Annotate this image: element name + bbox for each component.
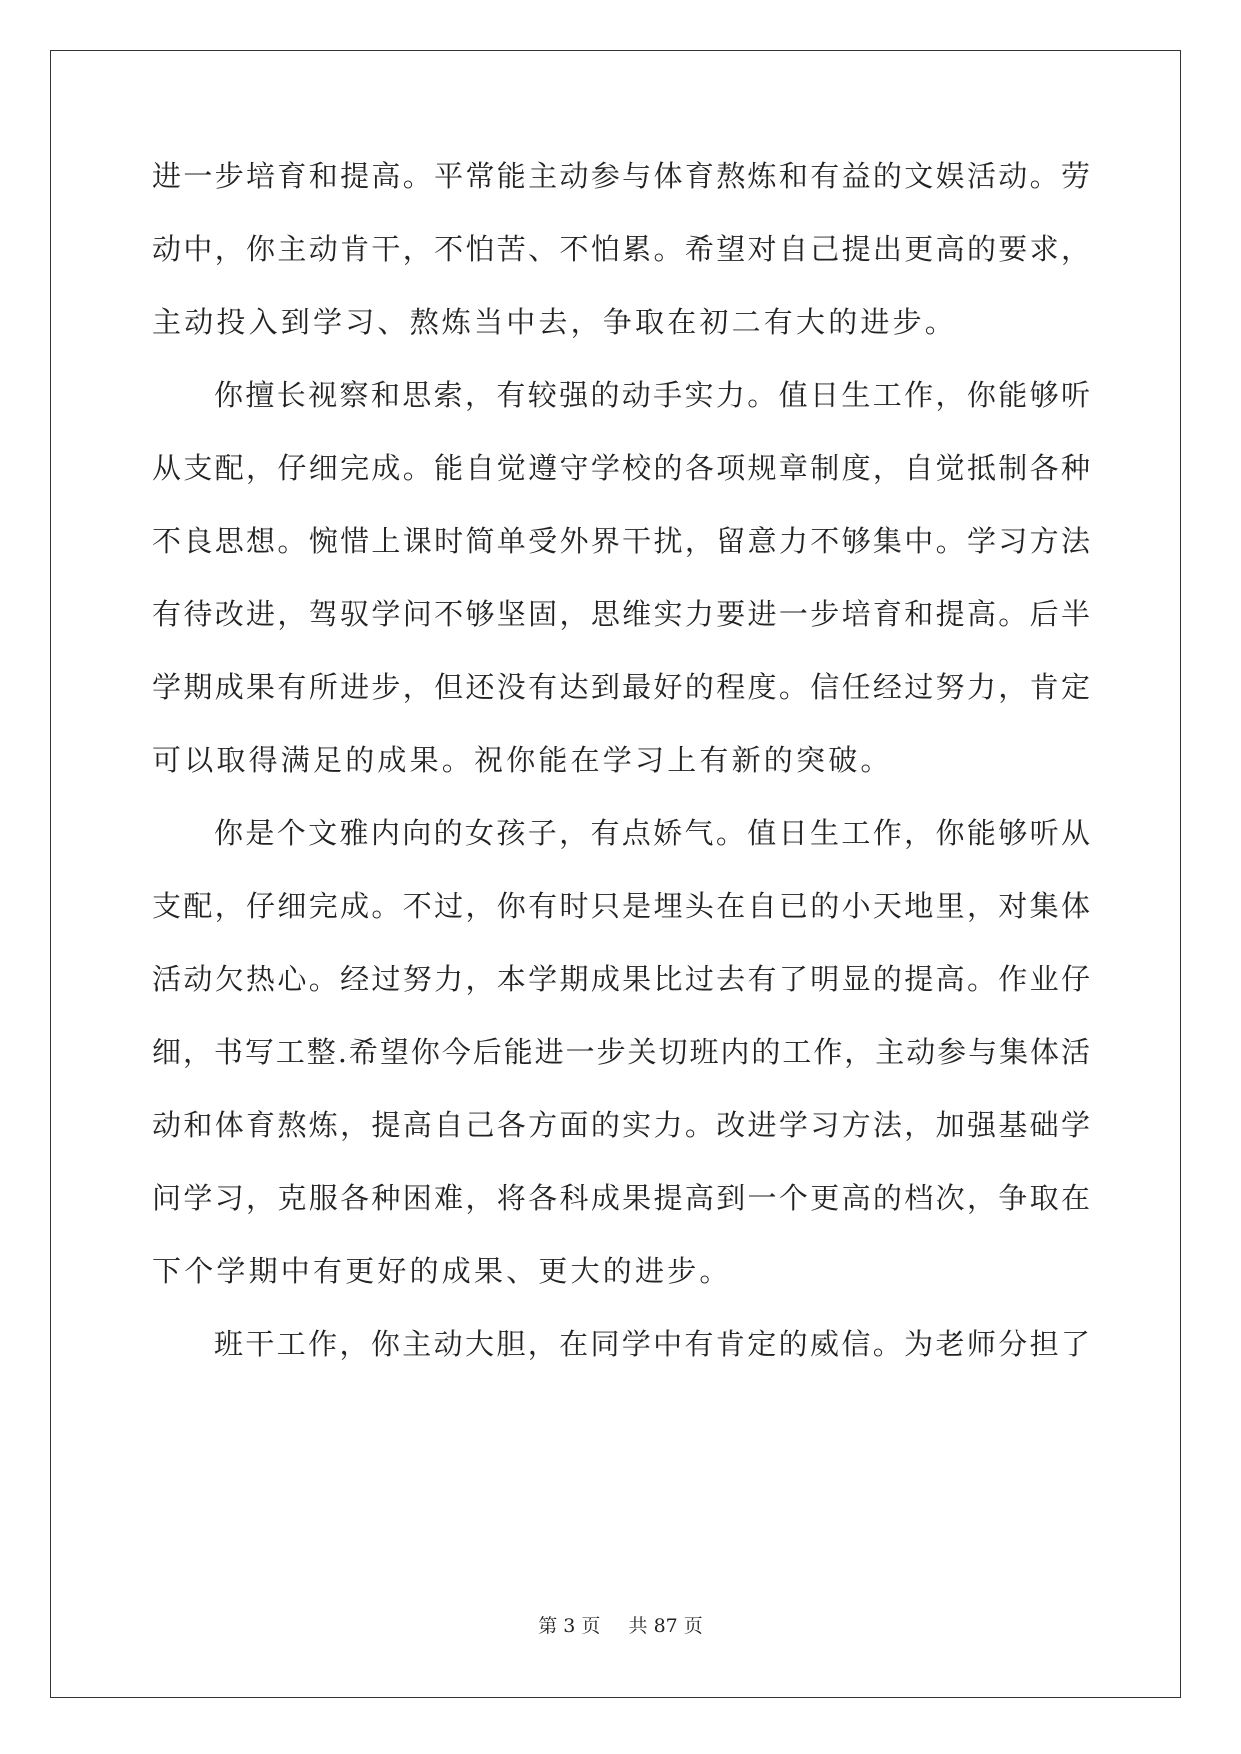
text-line: 进一步培育和提高。平常能主动参与体育熬炼和有益的文娱活动。劳 (152, 159, 1090, 193)
page-total: 共 87 页 (628, 1615, 703, 1637)
text-line: 细，书写工整.希望你今后能进一步关切班内的工作，主动参与集体活 (152, 1035, 1090, 1069)
page-footer (0, 1614, 1241, 1638)
text-line: 你擅长视察和思索，有较强的动手实力。值日生工作，你能够听 (214, 378, 1090, 412)
text-line: 主动投入到学习、熬炼当中去，争取在初二有大的进步。 (152, 305, 958, 339)
text-line: 从支配，仔细完成。能自觉遵守学校的各项规章制度，自觉抵制各种 (152, 451, 1090, 485)
text-line: 动和体育熬炼，提高自己各方面的实力。改进学习方法，加强基础学 (152, 1108, 1090, 1142)
page-border (50, 50, 1181, 1698)
text-line: 学期成果有所进步，但还没有达到最好的程度。信任经过努力，肯定 (152, 670, 1090, 704)
text-line: 问学习，克服各种困难，将各科成果提高到一个更高的档次，争取在 (152, 1181, 1090, 1215)
text-line: 班干工作，你主动大胆，在同学中有肯定的威信。为老师分担了 (214, 1327, 1090, 1361)
text-line: 支配，仔细完成。不过，你有时只是埋头在自已的小天地里，对集体 (152, 889, 1090, 923)
page-number: 第 3 页 (538, 1615, 601, 1637)
text-line: 动中，你主动肯干，不怕苦、不怕累。希望对自己提出更高的要求， (152, 232, 1090, 266)
text-line: 可以取得满足的成果。祝你能在学习上有新的突破。 (152, 743, 893, 777)
text-line: 下个学期中有更好的成果、更大的进步。 (152, 1254, 732, 1288)
text-line: 你是个文雅内向的女孩子，有点娇气。值日生工作，你能够听从 (214, 816, 1090, 850)
text-line: 活动欠热心。经过努力，本学期成果比过去有了明显的提高。作业仔 (152, 962, 1090, 996)
text-line: 不良思想。惋惜上课时简单受外界干扰，留意力不够集中。学习方法 (152, 524, 1090, 558)
text-line: 有待改进，驾驭学问不够坚固，思维实力要进一步培育和提高。后半 (152, 597, 1090, 631)
